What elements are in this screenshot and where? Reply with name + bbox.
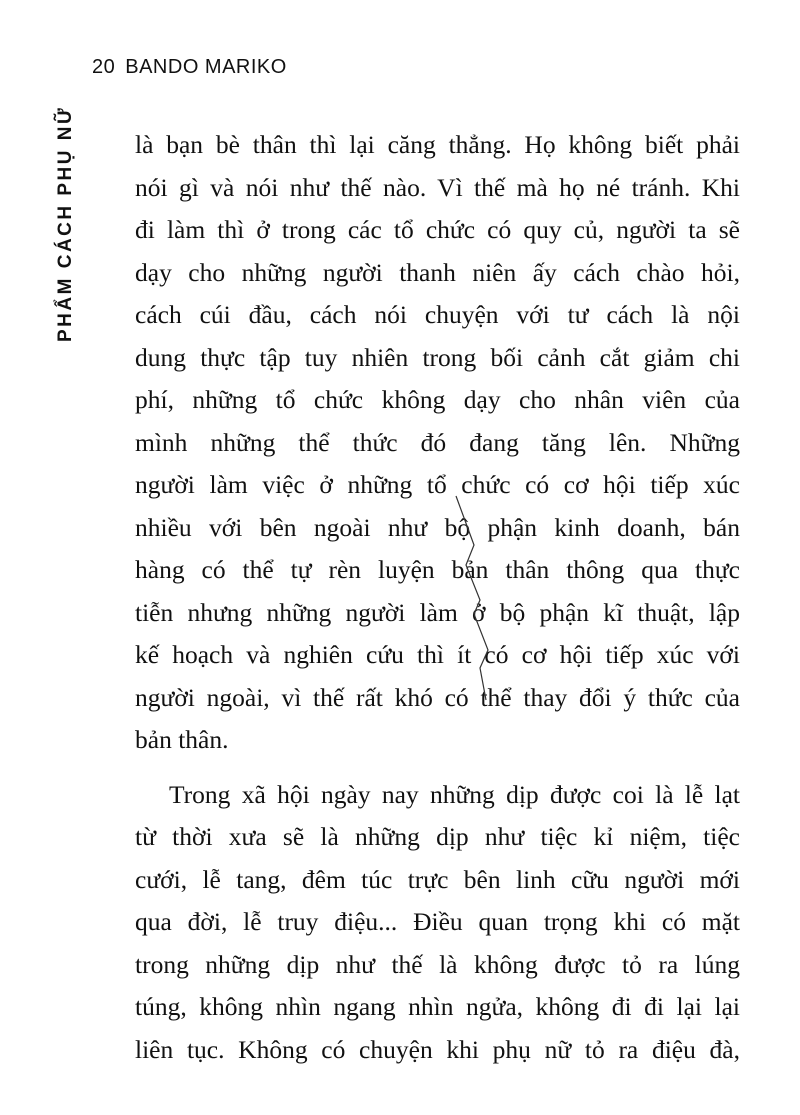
text-line: từ thời xưa sẽ là những dịp như tiệc kỉ niệm, tiệc — [135, 822, 740, 851]
text-line: liên tục. Không có chuyện khi phụ nữ tỏ ra điệu đà, — [135, 1034, 740, 1064]
text-line: đi làm thì ở trong các tổ chức có quy củ, người ta sẽ — [135, 215, 740, 244]
text-line: cách cúi đầu, cách nói chuyện với tư cách là nội — [135, 300, 740, 329]
text-line: trong những dịp như thế là không được tỏ ra lúng — [135, 949, 740, 979]
body-text — [135, 124, 740, 1071]
text-line: nhiều với bên ngoài như bộ phận kinh doanh, bán — [135, 512, 740, 542]
text-line: kế hoạch và nghiên cứu thì ít có cơ hội tiếp xúc với — [135, 640, 740, 669]
text-line: dung thực tập tuy nhiên trong bối cảnh cắt giảm chi — [135, 342, 740, 372]
author-name: BANDO MARIKO — [125, 56, 287, 78]
text-line: hàng có thể tự rèn luyện bản thân thông qua thực — [135, 555, 740, 584]
text-line: mình những thể thức đó đang tăng lên. Những — [135, 427, 740, 457]
text-line: dạy cho những người thanh niên ấy cách chào hỏi, — [135, 257, 740, 287]
text-line: Trong xã hội ngày nay những dịp được coi là lễ lạt — [169, 779, 740, 809]
running-header — [92, 56, 287, 79]
page-number: 20 — [92, 56, 116, 78]
book-title-vertical: PHẨM CÁCH PHỤ NỮ — [55, 105, 76, 342]
text-line: nói gì và nói như thế nào. Vì thế mà họ né tránh. Khi — [135, 172, 740, 202]
text-line: qua đời, lễ truy điệu... Điều quan trọng khi có mặt — [135, 907, 740, 936]
paragraph-1 — [135, 124, 740, 762]
text-line: cưới, lễ tang, đêm túc trực bên linh cữu người mới — [135, 864, 740, 894]
text-line: phí, những tổ chức không dạy cho nhân viên của — [135, 385, 740, 414]
text-line: người làm việc ở những tổ chức có cơ hội tiếp xúc — [135, 470, 740, 499]
text-line: bản thân. — [135, 725, 229, 754]
text-line: người ngoài, vì thế rất khó có thể thay đổi ý thức của — [135, 682, 740, 712]
text-line: là bạn bè thân thì lại căng thẳng. Họ không biết phải — [135, 130, 740, 159]
text-line: túng, không nhìn ngang nhìn ngửa, không đi đi lại lại — [135, 992, 740, 1021]
paragraph-gap — [135, 762, 740, 774]
paragraph-2 — [135, 774, 740, 1072]
text-line: tiễn nhưng những người làm ở bộ phận kĩ thuật, lập — [135, 597, 740, 627]
